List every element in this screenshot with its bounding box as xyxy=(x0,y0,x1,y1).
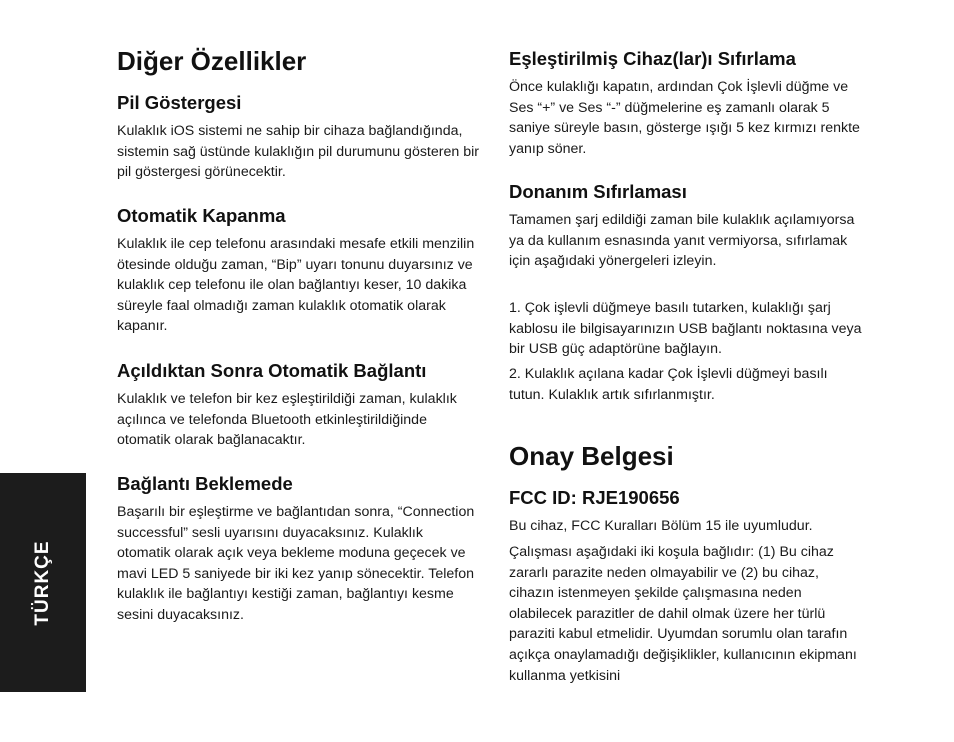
auto-connect-heading: Açıldıktan Sonra Otomatik Bağlantı xyxy=(117,360,427,381)
language-tab-label: TÜRKÇE xyxy=(32,539,53,626)
certification-title: Onay Belgesi xyxy=(509,441,674,471)
fcc-compliance-text: Bu cihaz, FCC Kuralları Bölüm 15 ile uyumludur. xyxy=(509,518,813,534)
fcc-id-heading: FCC ID: RJE190656 xyxy=(509,487,680,508)
standby-heading: Bağlantı Beklemede xyxy=(117,473,293,494)
page-title: Diğer Özellikler xyxy=(117,46,307,76)
pairing-reset-text: Önce kulaklığı kapatın, ardından Çok İşlevli düğme ve Ses “+” ve Ses “-” düğmelerine eş zamanlı olarak 5 saniye süreyle basın, gösterge ışığı 5 kez kırmızı renkte yanıp söner. xyxy=(509,79,860,157)
hardware-reset-step-1: 1. Çok işlevli düğmeye basılı tutarken, kulaklığı şarj kablosu ile bilgisayarınızın USB bağlantı noktasına veya bir USB güç adaptörüne bağlayın. xyxy=(509,300,862,358)
auto-off-heading: Otomatik Kapanma xyxy=(117,205,286,226)
pairing-reset-heading: Eşleştirilmiş Cihaz(lar)ı Sıfırlama xyxy=(509,48,796,69)
battery-indicator-text: Kulaklık iOS sistemi ne sahip bir cihaza bağlandığında, sistemin sağ üstünde kulaklığın pil durumunu gösteren bir pil göstergesi görünecektir. xyxy=(117,123,479,181)
battery-indicator-heading: Pil Göstergesi xyxy=(117,92,242,113)
auto-connect-text: Kulaklık ve telefon bir kez eşleştirildiği zaman, kulaklık açılınca ve telefonda Bluetooth etkinleştirildiğinde otomatik olarak bağlanacaktır. xyxy=(117,391,457,449)
hardware-reset-heading: Donanım Sıfırlaması xyxy=(509,181,687,202)
auto-off-text: Kulaklık ile cep telefonu arasındaki mesafe etkili menzilin ötesinde olduğu zaman, “Bip” uyarı tonunu duyarsınız ve kulaklık cep telefonu ile olan bağlantıyı keser, 10 dakika süreyle faal olmadığı zaman kulaklık otomatik olarak kapanır. xyxy=(117,236,475,335)
hardware-reset-step-2: 2. Kulaklık açılana kadar Çok İşlevli düğmeyi basılı tutun. Kulaklık artık sıfırlanmıştır. xyxy=(509,366,828,403)
language-tab xyxy=(0,473,86,692)
hardware-reset-text: Tamamen şarj edildiği zaman bile kulaklık açılamıyorsa ya da kullanım esnasında yanıt vermiyorsa, sıfırlamak için aşağıdaki yönergeleri izleyin. xyxy=(509,212,855,270)
standby-text: Başarılı bir eşleştirme ve bağlantıdan sonra, “Connection successful” sesli uyarısını duyacaksınız. Kulaklık otomatik olarak açık veya bekleme moduna geçecek ve mavi LED 5 saniyede bir iki kez yanıp sönecektir. Telefon kulaklık ile bağlantıyı kestiği zaman, bağlantıyı kesme sesini duyacaksınız. xyxy=(117,504,475,623)
fcc-conditions-text: Çalışması aşağıdaki iki koşula bağlıdır: (1) Bu cihaz zararlı parazite neden olmayabilir ve (2) bu cihaz, cihazın istenmeyen şekilde çalışmasına neden olabilecek parazitler de dahil olmak üzere her türlü paraziti kabul etmelidir. Uyumdan sorumlu olan tarafın açıkça onaylamadığı değişiklikler, kullanıcının ekipmanı kullanma yetkisini xyxy=(509,544,857,684)
